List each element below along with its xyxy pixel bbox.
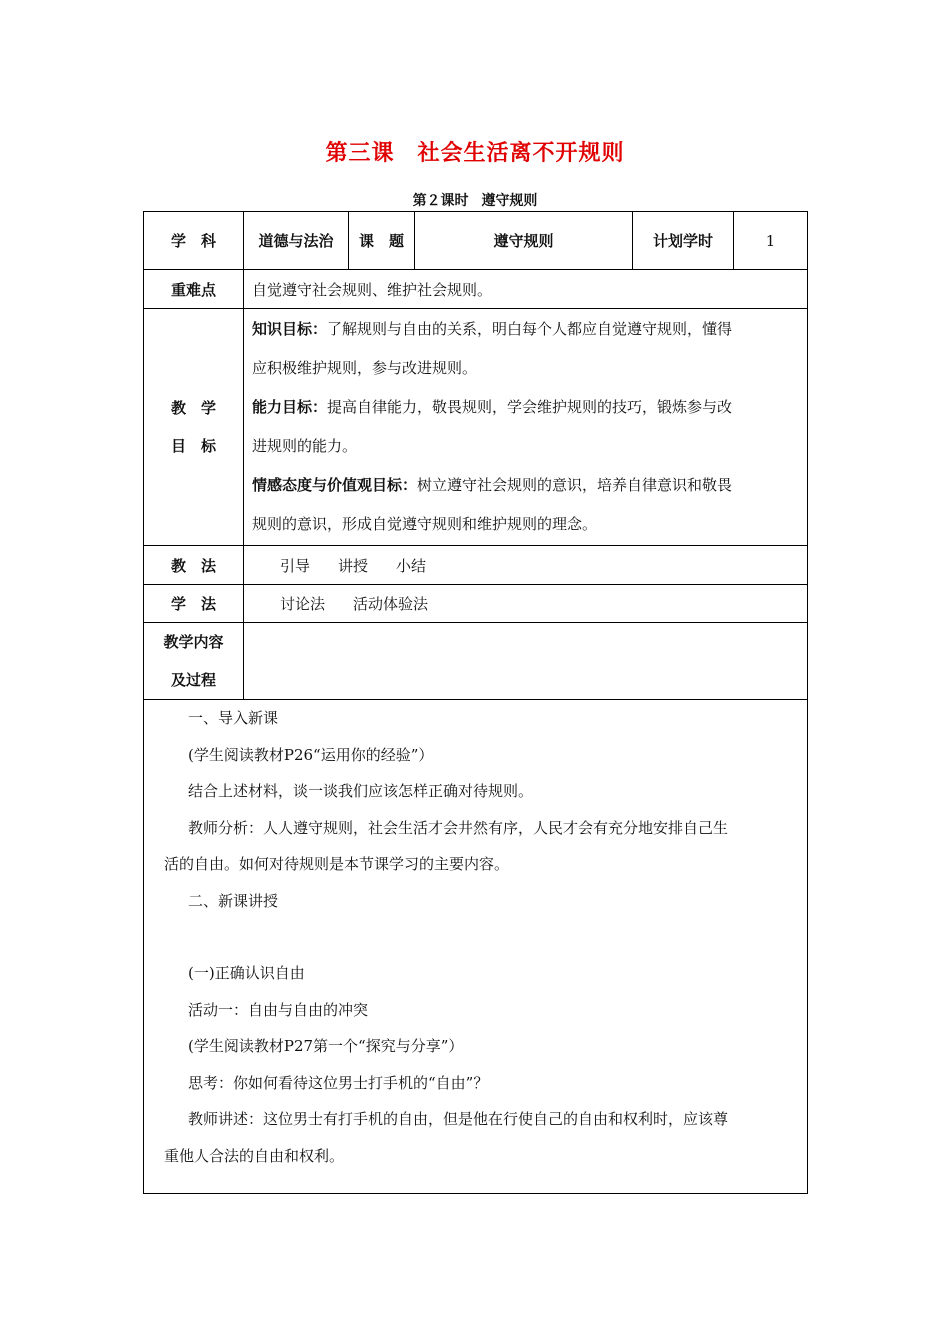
goals-label [144, 309, 244, 546]
topic-value: 遵守规则 [415, 212, 633, 270]
teaching-method-label: 教 法 [144, 546, 244, 585]
content-paragraph: (学生阅读教材P26“运用你的经验”） [188, 745, 434, 764]
learning-method-values [244, 585, 808, 623]
process-empty-cell [244, 623, 808, 700]
attitude-goal-cont: 规则的意识，形成自觉遵守规则和维护规则的理念。 [252, 515, 598, 533]
content-paragraph: 教师讲述：这位男士有打手机的自由，但是他在行使自己的自由和权利时，应该尊 [188, 1110, 729, 1128]
goal-heading: 能力目标： [252, 398, 328, 416]
topic-label: 课 题 [349, 212, 415, 270]
teaching-method-row [144, 546, 808, 585]
document-title: 第三课 社会生活离不开规则 [325, 141, 625, 166]
goals-label-line-2: 目 标 [170, 437, 216, 455]
method-item: 讲授 [338, 556, 369, 575]
goal-text: 树立遵守社会规则的意识，培养自律意识和敬畏 [417, 476, 733, 494]
goals-label-line-1: 教 学 [170, 399, 216, 417]
content-paragraph-cont: 重他人合法的自由和权利。 [164, 1146, 345, 1165]
subject-value: 道德与法治 [244, 212, 349, 270]
process-row [144, 623, 808, 700]
lesson-topic: 遵守规则 [481, 193, 538, 209]
goals-row [144, 309, 808, 546]
lesson-number: 第２课时 [412, 193, 469, 209]
key-points-row [144, 270, 808, 309]
process-label-line-1: 教学内容 [163, 633, 224, 651]
method-item: 讨论法 [280, 595, 326, 613]
subject-label: 学 科 [144, 212, 244, 270]
key-points-label: 重难点 [144, 270, 244, 309]
learning-method-label: 学 法 [144, 585, 244, 623]
ability-goal-cont: 进规则的能力。 [252, 437, 358, 455]
key-points-value: 自觉遵守社会规则、维护社会规则。 [244, 270, 808, 309]
content-paragraph: (学生阅读教材P27第一个“探究与分享”） [188, 1037, 464, 1055]
learning-method-row [144, 585, 808, 623]
document-subtitle [0, 190, 950, 210]
section-heading: 二、新课讲授 [188, 891, 279, 910]
knowledge-goal [244, 310, 807, 349]
attitude-goal [244, 466, 807, 505]
goal-heading: 情感态度与价值观目标： [252, 476, 418, 494]
hours-value: 1 [734, 212, 808, 270]
content-row [144, 700, 808, 1194]
subsection-heading: (一)正确认识自由 [188, 964, 305, 982]
content-paragraph: 思考：你如何看待这位男士打手机的“自由”？ [188, 1073, 489, 1092]
process-label-line-2: 及过程 [170, 671, 216, 689]
method-item: 引导 [280, 556, 311, 575]
content-paragraph: 活动一：自由与自由的冲突 [188, 1000, 369, 1019]
method-item: 小结 [396, 556, 427, 575]
teaching-method-values [244, 546, 808, 585]
ability-goal [244, 388, 807, 427]
goal-heading: 知识目标： [252, 320, 328, 338]
content-paragraph-cont: 活的自由。如何对待规则是本节课学习的主要内容。 [164, 855, 510, 873]
section-heading: 一、导入新课 [188, 709, 279, 727]
header-row [144, 212, 808, 270]
knowledge-goal-cont: 应积极维护规则，参与改进规则。 [252, 359, 478, 377]
hours-label: 计划学时 [633, 212, 734, 270]
goal-text: 了解规则与自由的关系，明白每个人都应自觉遵守规则，懂得 [327, 320, 733, 338]
content-paragraph: 结合上述材料，谈一谈我们应该怎样正确对待规则。 [188, 782, 534, 800]
lesson-content [144, 700, 808, 1194]
goal-text: 提高自律能力，敬畏规则，学会维护规则的技巧，锻炼参与改 [327, 398, 733, 416]
lesson-plan-table [143, 211, 808, 1194]
content-paragraph: 教师分析：人人遵守规则，社会生活才会井然有序，人民才会有充分地安排自己生 [188, 818, 729, 837]
goals-content [244, 309, 808, 546]
method-item: 活动体验法 [353, 595, 429, 613]
process-label [144, 623, 244, 700]
